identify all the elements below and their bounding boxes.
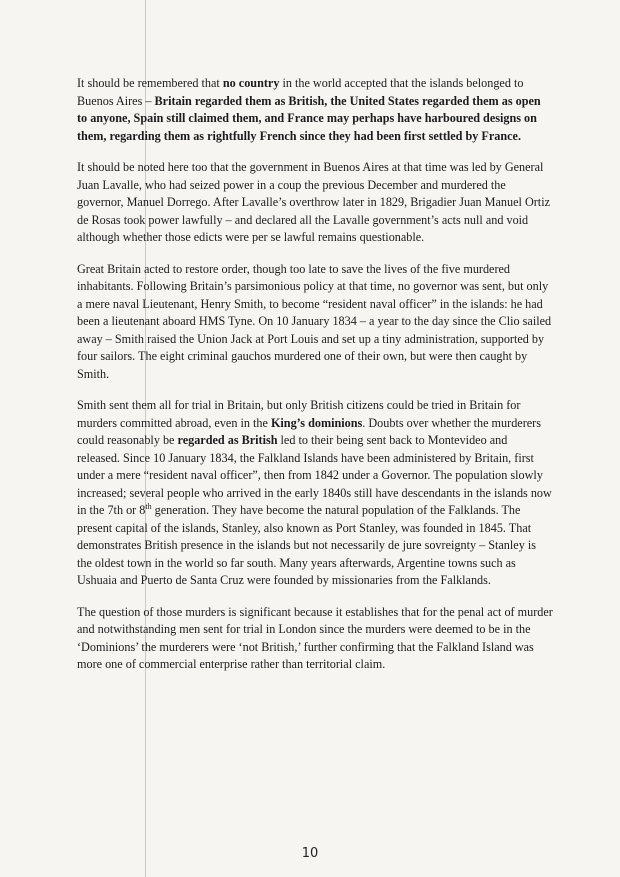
bold-phrase: King’s dominions [270,415,363,430]
bold-phrase: Britain regarded them as British, the United States regarded them as open to anyone, Spain still claimed them, and France may perhaps have harboured designs on them, regarding them as rightfully French since they had been first settled by France. [77,93,541,143]
bold-phrase: no country [222,76,280,90]
bold-phrase: regarded as British [177,433,278,447]
paragraph-3: Great Britain acted to restore order, though too late to save the lives of the five murdered inhabitants. Following Britain’s parsimonious policy at that time, no governor was sent, but only a mere naval Lieutenant, Henry Smith, to become “resident naval officer” in the islands: he had been a lieutenant aboard HMS Tyne. On 10 January 1834 – a year to the day since the Clio sailed away – Smith raised the Union Jack at Port Louis and set up a tiny administration, supported by four sailors. The eight criminal gauchos murdered one of their own, but were then caught by Smith. [77,261,552,381]
paragraph-5: The question of those murders is significant because it establishes that for the penal act of murder and notwithstanding men sent for trial in London since the murders were deemed to be in the ‘Dominions’ the murderers were ‘not British,’ further confirming that the Falkland Island was more one of commercial enterprise rather than territorial claim. [77,604,553,671]
paragraph-2: It should be noted here too that the government in Buenos Aires at that time was led by General Juan Lavalle, who had seized power in a coup the previous December and murdered the governor, Manuel Dorrego. After Lavalle’s overthrow later in 1829, Brigadier Juan Manuel Ortiz de Rosas took power lawfully – and declared all the Lavalle government’s acts null and void although whether those edicts were per se lawful remains questionable. [77,160,550,244]
document-body [77,75,553,688]
paragraph-4: Smith sent them all for trial in Britain, but only British citizens could be tried in Britain for murders committed abroad, even in the King’s dominions. Doubts over whether the murderers could reasonably be regarded as British led to their being sent back to Montevideo and released. Since 10 January 1834, the Falkland Islands have been administered by Britain, first under a mere “resident naval officer”, then from 1842 under a Governor. The population slowly increased; several people who arrived in the early 1840s still have descendants in the islands now in the 7th or 8th generation. They have become the natural population of the Falklands. The present capital of the islands, Stanley, also known as Port Stanley, was founded in 1845. That demonstrates British presence in the islands but not necessarily de jure sovreignty – Stanley is the oldest town in the world so far south. Many years afterwards, Argentine towns such as Ushuaia and Puerto de Santa Cruz were founded by missionaries from the Falklands. [77,398,552,587]
superscript: th [145,501,152,511]
paragraph-1: It should be remembered that no country in the world accepted that the islands belonged to Buenos Aires – Britain regarded them as British, the United States regarded them as open to anyone, Spain still claimed them, and France may perhaps have harboured designs on them, regarding them as rightfully French since they had been first settled by France. [77,76,541,143]
page-number: 10 [301,846,319,861]
